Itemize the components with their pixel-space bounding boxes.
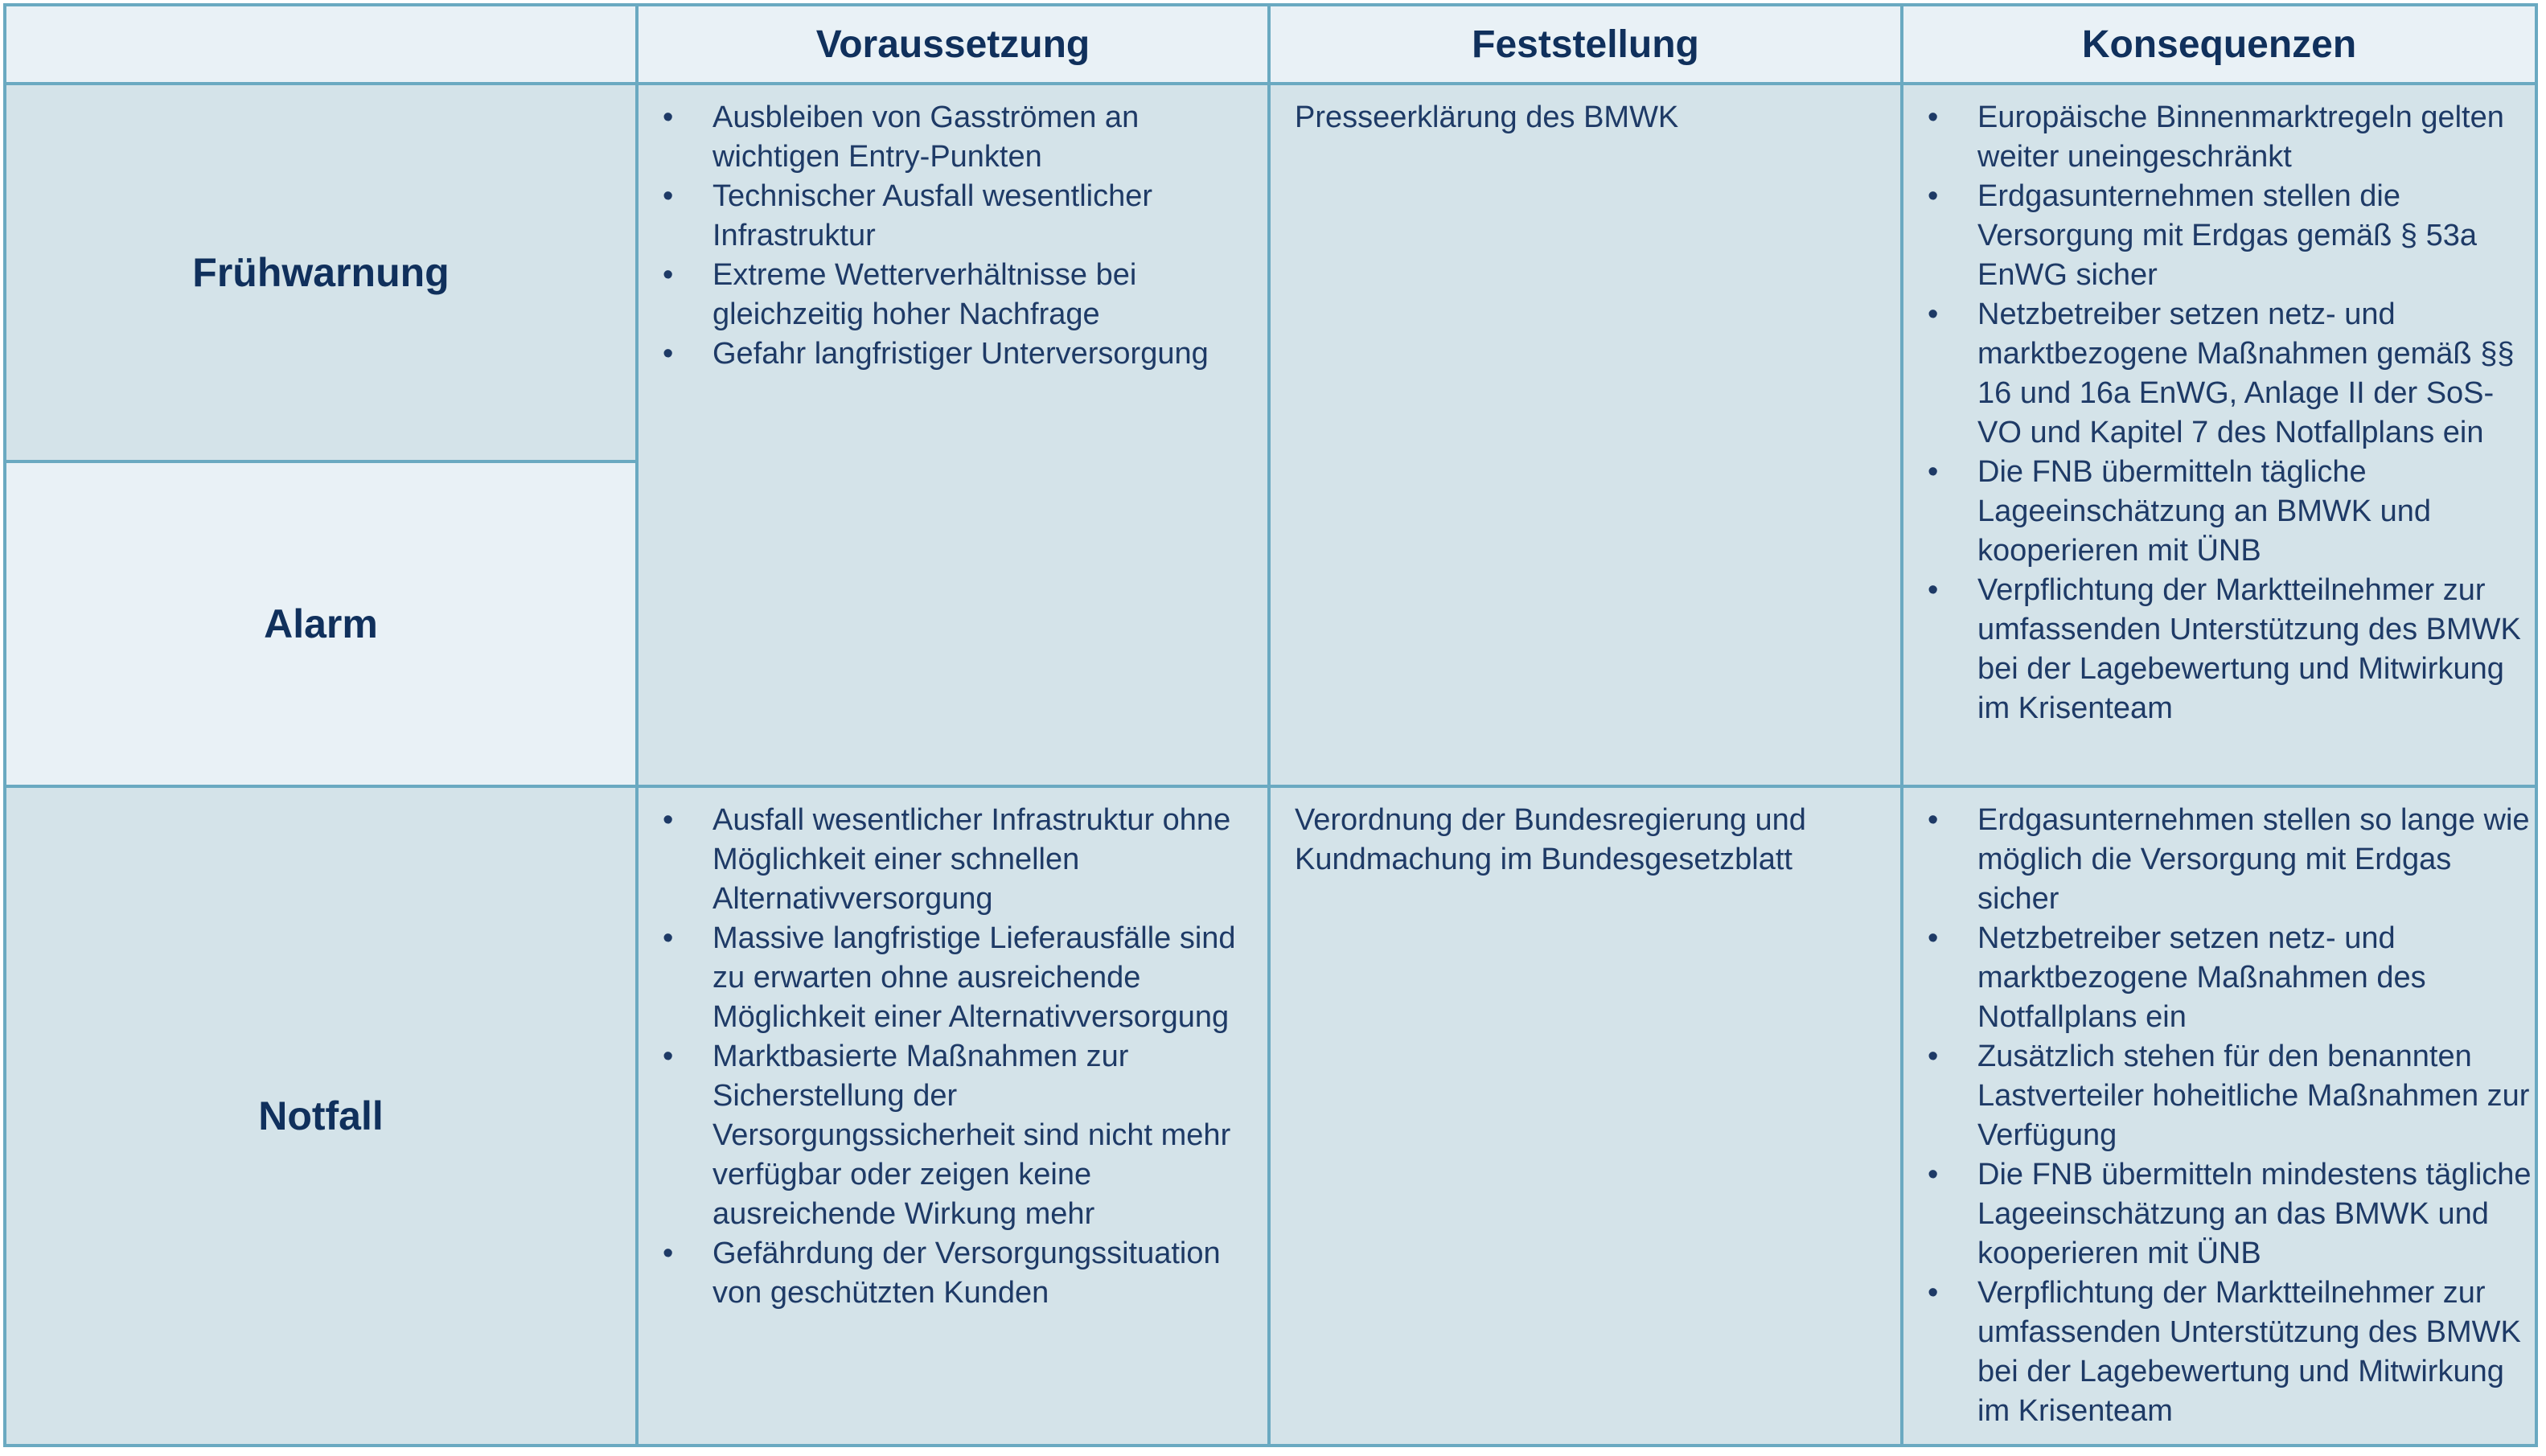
list-item: • Marktbasierte Maßnahmen zur Sicherstellung der Versorgungssicherheit sind nicht mehr verfügbar oder zeigen keine ausreichende Wirkung mehr [659,1037,1267,1234]
fruehwarnung-alarm-feststellung-cell [1267,82,1903,788]
crisis-levels-table [3,3,2538,1447]
notfall-konsequenzen-list [1903,788,2535,1431]
list-item: • Ausfall wesentlicher Infrastruktur ohne Möglichkeit einer schnellen Alternativversorgung [659,801,1267,919]
notfall-voraussetzung-list [639,788,1267,1313]
list-item: • Die FNB übermitteln mindestens tägliche Lageeinschätzung an das BMWK und kooperieren mit ÜNB [1924,1155,2535,1273]
list-item: • Zusätzlich stehen für den benannten Lastverteiler hoheitliche Maßnahmen zur Verfügung [1924,1037,2535,1155]
row-label-fruehwarnung: Frühwarnung [3,82,639,463]
list-item: • Netzbetreiber setzen netz- und marktbezogene Maßnahmen gemäß §§ 16 und 16a EnWG, Anlage II der SoS-VO und Kapitel 7 des Notfallplans ein [1924,295,2535,453]
notfall-feststellung-text: Verordnung der Bundesregierung und Kundmachung im Bundesgesetzblatt [1295,803,1806,876]
header-feststellung: Feststellung [1267,3,1903,85]
fruehwarnung-konsequenzen-list [1903,85,2535,728]
list-item: • Technischer Ausfall wesentlicher Infrastruktur [659,177,1267,256]
header-konsequenzen: Konsequenzen [1900,3,2538,85]
list-item: • Ausbleiben von Gasströmen an wichtigen Entry-Punkten [659,98,1267,177]
row-label-notfall: Notfall [3,785,639,1447]
list-item: • Die FNB übermitteln tägliche Lageeinschätzung an BMWK und kooperieren mit ÜNB [1924,453,2535,571]
list-item: • Europäische Binnenmarktregeln gelten weiter uneingeschränkt [1924,98,2535,177]
list-item: • Verpflichtung der Marktteilnehmer zur umfassenden Unterstützung des BMWK bei der Lagebewertung und Mitwirkung im Krisenteam [1924,1273,2535,1431]
row-label-alarm: Alarm [3,460,639,788]
list-item: • Netzbetreiber setzen netz- und marktbezogene Maßnahmen des Notfallplans ein [1924,919,2535,1037]
fruehwarnung-feststellung-text: Presseerklärung des BMWK [1295,100,1679,134]
list-item: • Extreme Wetterverhältnisse bei gleichzeitig hoher Nachfrage [659,256,1267,334]
list-item: • Gefährdung der Versorgungssituation von geschützten Kunden [659,1234,1267,1313]
fruehwarnung-voraussetzung-list [639,85,1267,374]
notfall-konsequenzen-cell [1900,785,2538,1447]
list-item: • Verpflichtung der Marktteilnehmer zur umfassenden Unterstützung des BMWK bei der Lagebewertung und Mitwirkung im Krisenteam [1924,571,2535,728]
list-item: • Erdgasunternehmen stellen so lange wie möglich die Versorgung mit Erdgas sicher [1924,801,2535,919]
fruehwarnung-alarm-voraussetzung-cell [635,82,1271,788]
header-corner-cell [3,3,639,85]
fruehwarnung-alarm-konsequenzen-cell [1900,82,2538,788]
notfall-voraussetzung-cell [635,785,1271,1447]
list-item: • Erdgasunternehmen stellen die Versorgung mit Erdgas gemäß § 53a EnWG sicher [1924,177,2535,295]
notfall-feststellung-cell [1267,785,1903,1447]
list-item: • Gefahr langfristiger Unterversorgung [659,334,1267,374]
list-item: • Massive langfristige Lieferausfälle sind zu erwarten ohne ausreichende Möglichkeit einer Alternativversorgung [659,919,1267,1037]
header-voraussetzung: Voraussetzung [635,3,1271,85]
